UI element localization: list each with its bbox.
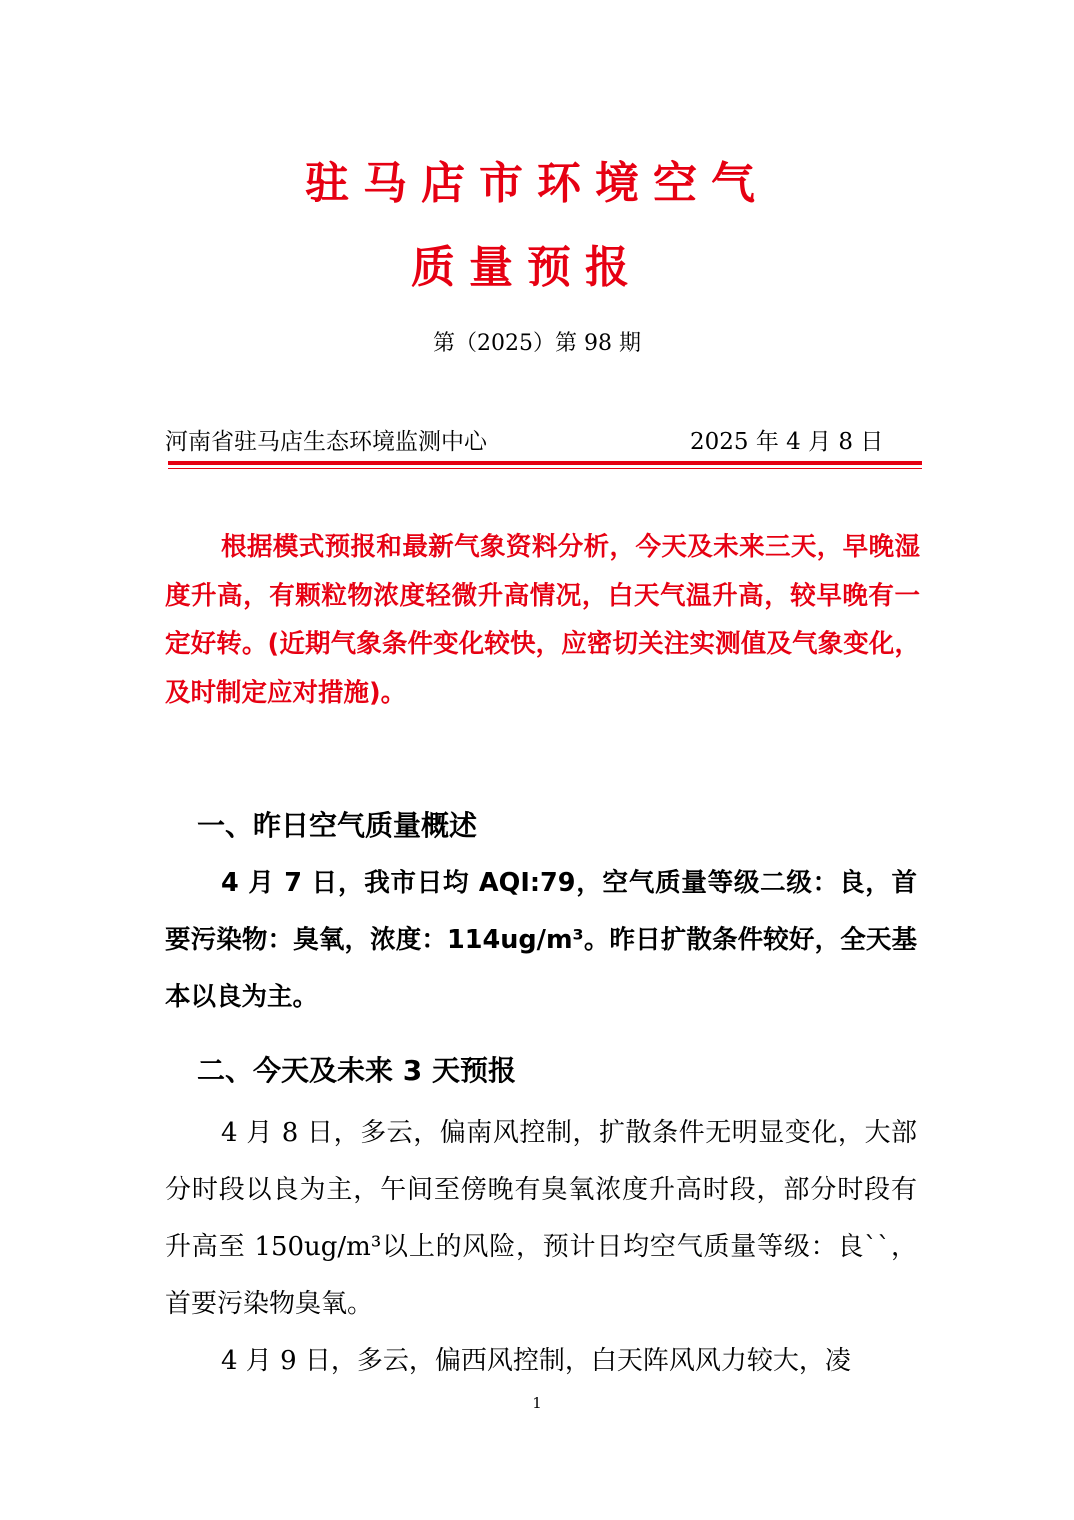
forecast-paragraph: 4 月 9 日，多云，偏西风控制，白天阵风风力较大，凌 xyxy=(221,1346,851,1376)
intro-paragraph: 根据模式预报和最新气象资料分析，今天及未来三天，早晚湿度升高，有颗粒物浓度轻微升高情况，白天气温升高，较早晚有一定好转。(近期气象条件变化较快，应密切关注实测值及气象变化，及时制定应对措施)。 xyxy=(165,532,920,708)
section2-heading: 二、今天及未来 3 天预报 xyxy=(197,1054,516,1087)
issuer-date-line xyxy=(165,424,925,460)
issue-date: 2025 年 4 月 8 日 xyxy=(690,429,884,455)
document-title-line2: 质量预报 xyxy=(411,242,643,293)
section1-body: 4 月 7 日，我市日均 AQI:79，空气质量等级二级：良，首要污染物：臭氧，浓度：114ug/m³。昨日扩散条件较好，全天基本以良为主。 xyxy=(165,868,917,1012)
issue-number: 第（2025）第 98 期 xyxy=(433,331,641,356)
forecast-paragraph: 4 月 8 日，多云，偏南风控制，扩散条件无明显变化，大部分时段以良为主，午间至傍晚有臭氧浓度升高时段，部分时段有升高至 150ug/m³以上的风险，预计日均空气质量等级：良``，首要污染物臭氧。 xyxy=(165,1118,917,1319)
issuer-name: 河南省驻马店生态环境监测中心 xyxy=(165,429,487,455)
header-divider-thin xyxy=(168,468,922,469)
section1-heading: 一、昨日空气质量概述 xyxy=(197,809,478,842)
header-divider-thick xyxy=(168,461,922,465)
page-number: 1 xyxy=(532,1394,542,1412)
document-title-line1: 驻马店市环境空气 xyxy=(305,158,769,209)
